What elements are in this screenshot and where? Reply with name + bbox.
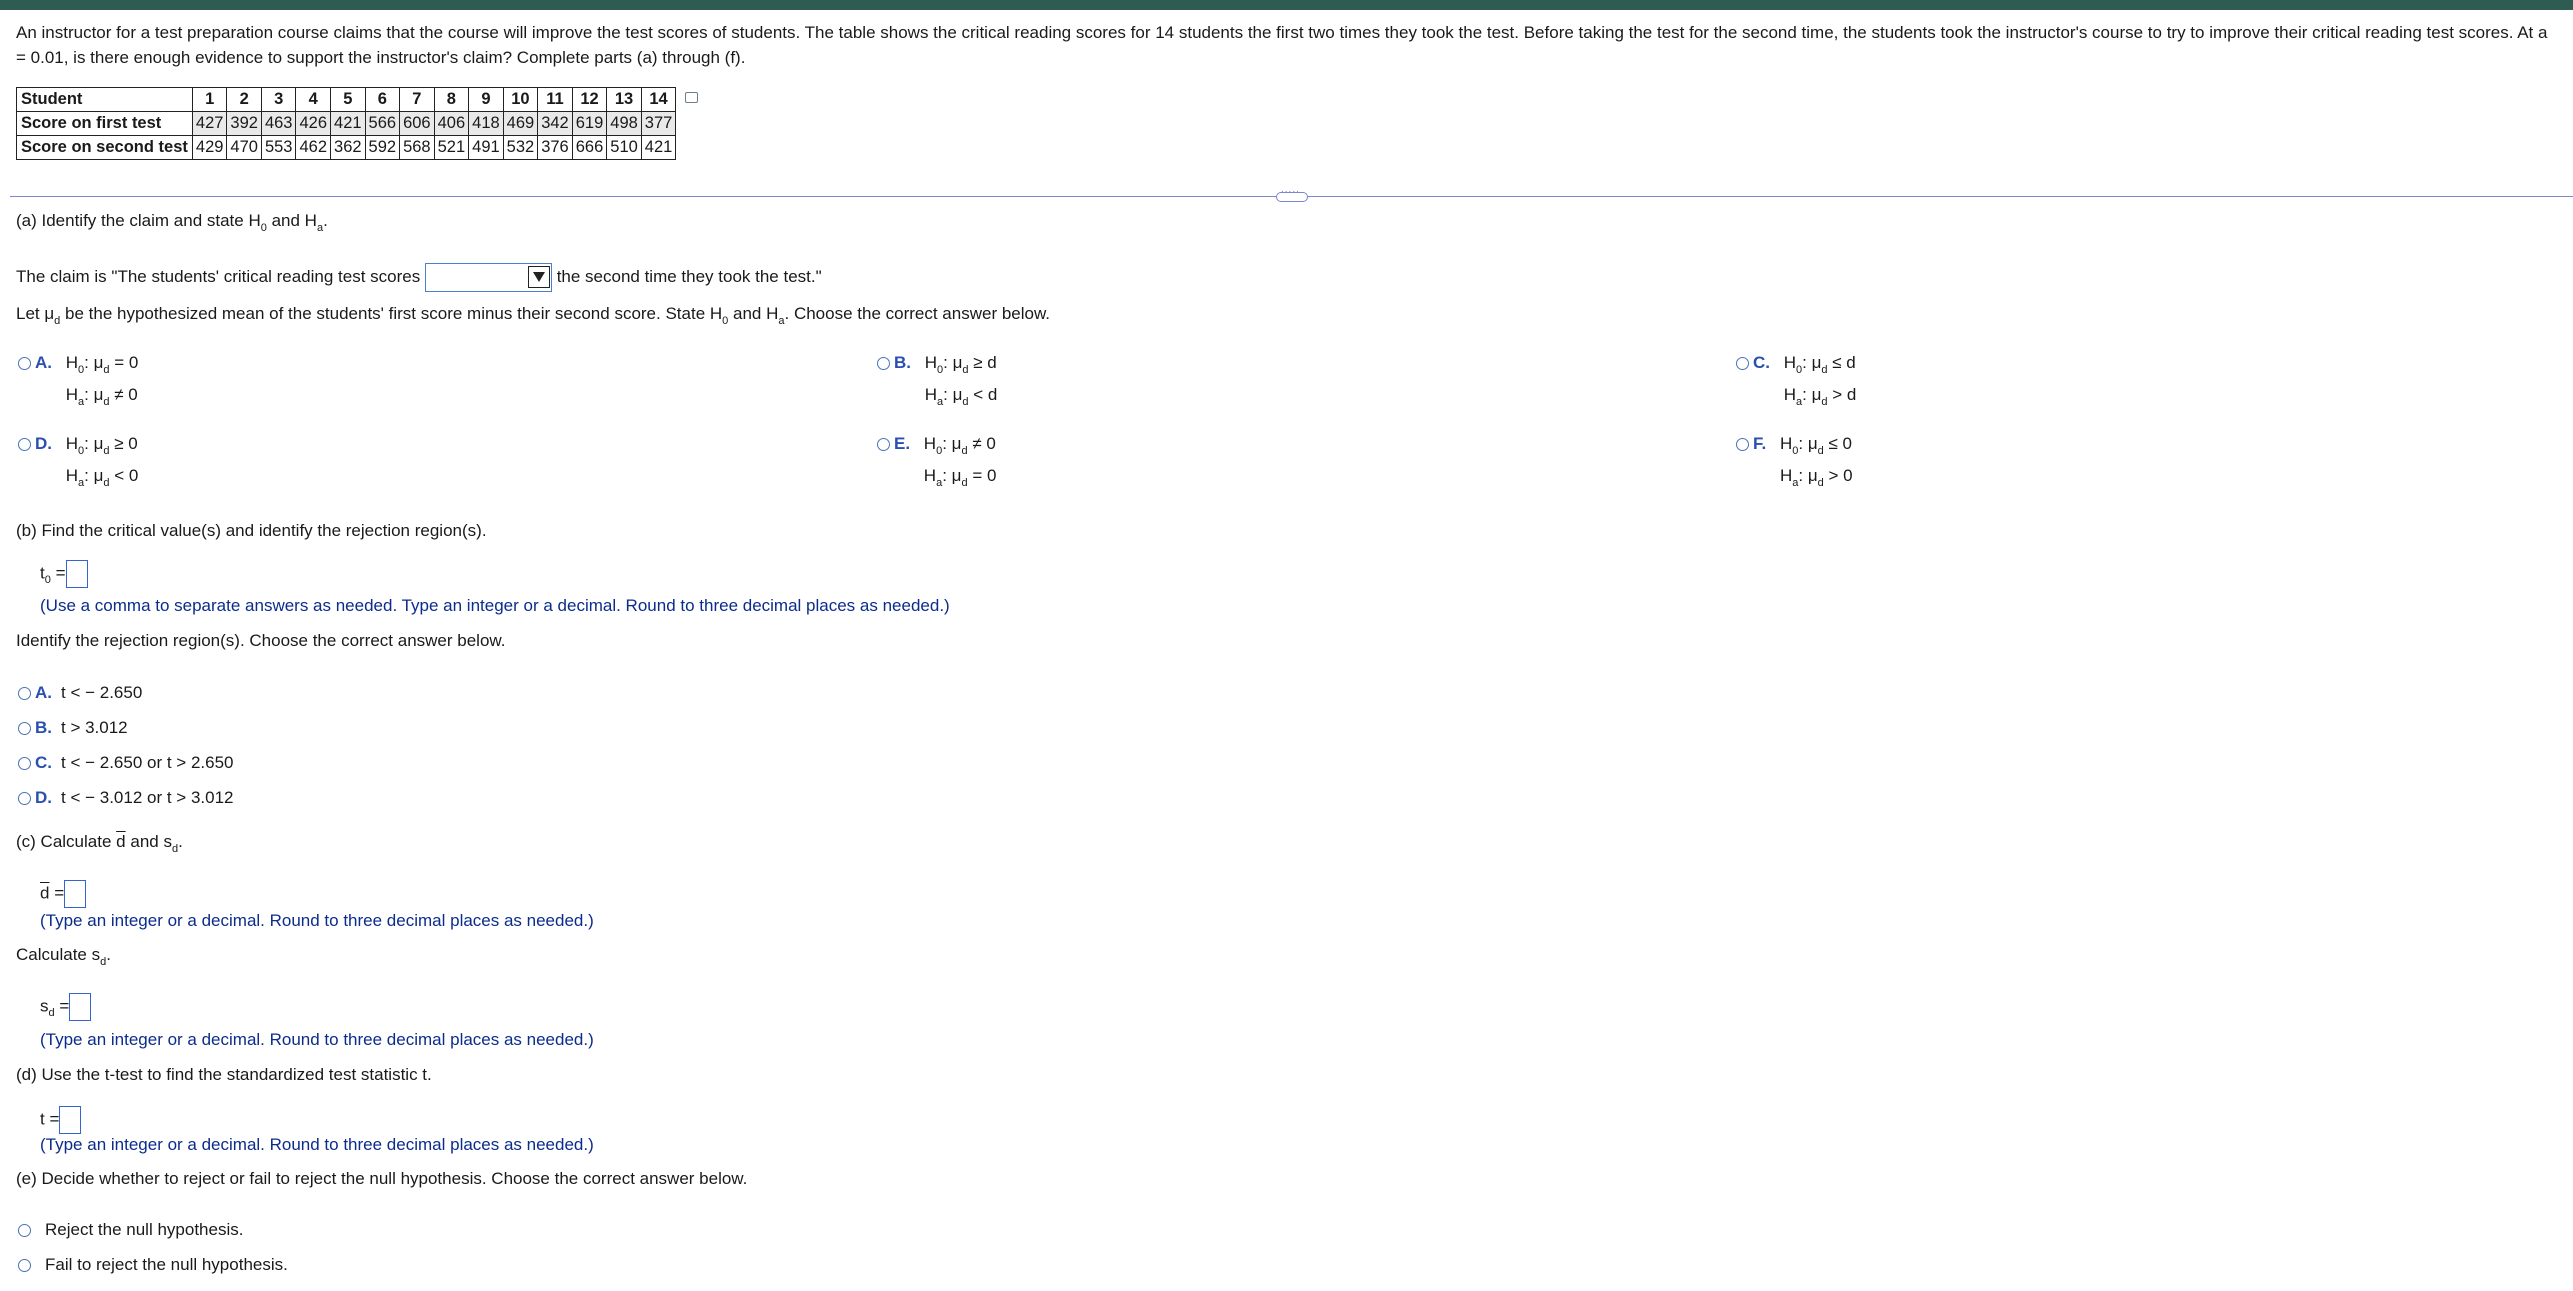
hypothesis-option-e[interactable]: E. $H_0$: $\mu_d \ne 0$ $H_a$: $\mu_d = 0$	[877, 429, 996, 493]
table-cell: 11	[538, 88, 573, 112]
t-hint: (Type an integer or a decimal. Round to three decimal places as needed.)	[40, 1135, 594, 1154]
top-bar	[0, 0, 2573, 10]
radio-icon[interactable]	[18, 757, 31, 770]
table-cell: 606	[400, 112, 435, 136]
radio-icon[interactable]	[1736, 438, 1749, 451]
dbar-hint: (Type an integer or a decimal. Round to three decimal places as needed.)	[40, 911, 594, 930]
table-cell: 5	[331, 88, 366, 112]
calc-sd-prompt: Calculate $s_d$.	[16, 945, 111, 968]
table-row	[17, 136, 676, 160]
part-b-heading: (b) Find the critical value(s) and identify the rejection region(s).	[16, 521, 487, 540]
table-cell: 666	[572, 136, 607, 160]
part-a-heading: (a) Identify the claim and state $H_0$ and $H_a$.	[16, 211, 328, 234]
radio-icon[interactable]	[877, 357, 890, 370]
table-cell: 421	[331, 112, 366, 136]
rejection-option-d[interactable]: D. t < − 3.012 or t > 3.012	[18, 783, 234, 813]
table-cell: 3	[261, 88, 296, 112]
radio-icon[interactable]	[1736, 357, 1749, 370]
table-cell: 532	[503, 136, 538, 160]
table-cell: 427	[192, 112, 227, 136]
dbar-answer-row: $\overline{d}$ =	[40, 880, 86, 908]
table-row	[17, 88, 676, 112]
table-cell: 8	[434, 88, 469, 112]
dbar-input[interactable]	[64, 880, 86, 908]
table-cell: 491	[469, 136, 504, 160]
table-cell: 10	[503, 88, 538, 112]
table-cell: 14	[641, 88, 676, 112]
radio-icon[interactable]	[18, 1224, 31, 1237]
chevron-down-icon[interactable]	[528, 266, 550, 288]
rejection-region-prompt: Identify the rejection region(s). Choose the correct answer below.	[16, 631, 506, 650]
row-label-first-test: Score on first test	[17, 112, 193, 136]
table-cell: 342	[538, 112, 573, 136]
sd-answer-row: $s_d$ =	[40, 993, 91, 1021]
t0-answer-row: $t_0$ =	[40, 560, 88, 588]
hypothesis-option-c[interactable]: C. $H_0$: $\mu_d \le d$ $H_a$: $\mu_d > d$	[1736, 348, 1856, 412]
table-cell: 12	[572, 88, 607, 112]
table-cell: 592	[365, 136, 400, 160]
table-cell: 568	[400, 136, 435, 160]
rejection-option-c[interactable]: C. t < − 2.650 or t > 2.650	[18, 748, 234, 778]
part-d-heading: (d) Use the t-test to find the standardized test statistic t.	[16, 1065, 432, 1084]
table-cell: 553	[261, 136, 296, 160]
copy-table-icon[interactable]	[685, 92, 698, 103]
table-cell: 4	[296, 88, 331, 112]
table-cell: 429	[192, 136, 227, 160]
table-cell: 470	[227, 136, 262, 160]
rejection-option-b[interactable]: B. t > 3.012	[18, 713, 128, 743]
table-cell: 1	[192, 88, 227, 112]
table-cell: 377	[641, 112, 676, 136]
table-cell: 469	[503, 112, 538, 136]
table-cell: 421	[641, 136, 676, 160]
table-cell: 13	[607, 88, 642, 112]
radio-icon[interactable]	[18, 438, 31, 451]
hypothesis-option-b[interactable]: B. $H_0$: $\mu_d \ge d$ $H_a$: $\mu_d < d$	[877, 348, 997, 412]
hypothesis-option-a[interactable]: A. $H_0$: $\mu_d = 0$ $H_a$: $\mu_d \ne 0$	[18, 348, 138, 412]
decision-option-reject[interactable]: Reject the null hypothesis.	[18, 1215, 243, 1245]
hypothesis-option-d[interactable]: D. $H_0$: $\mu_d \ge 0$ $H_a$: $\mu_d < 0$	[18, 429, 138, 493]
part-c-heading: (c) Calculate $\overline{d}$ and $s_d$.	[16, 832, 183, 855]
table-cell: 462	[296, 136, 331, 160]
table-cell: 619	[572, 112, 607, 136]
claim-dropdown[interactable]	[425, 263, 552, 292]
sd-input[interactable]	[69, 993, 91, 1021]
table-row	[17, 112, 676, 136]
radio-icon[interactable]	[18, 1259, 31, 1272]
decision-option-fail-to-reject[interactable]: Fail to reject the null hypothesis.	[18, 1250, 288, 1280]
radio-icon[interactable]	[877, 438, 890, 451]
table-cell: 392	[227, 112, 262, 136]
table-cell: 9	[469, 88, 504, 112]
table-cell: 376	[538, 136, 573, 160]
t-input[interactable]	[59, 1106, 81, 1134]
table-cell: 566	[365, 112, 400, 136]
table-cell: 7	[400, 88, 435, 112]
table-cell: 426	[296, 112, 331, 136]
row-label-second-test: Score on second test	[17, 136, 193, 160]
table-cell: 418	[469, 112, 504, 136]
t0-hint: (Use a comma to separate answers as needed. Type an integer or a decimal. Round to three decimal places as needed.)	[40, 596, 950, 615]
table-cell: 362	[331, 136, 366, 160]
hypothesis-option-f[interactable]: F. $H_0$: $\mu_d \le 0$ $H_a$: $\mu_d > 0$	[1736, 429, 1853, 493]
problem-statement: An instructor for a test preparation course claims that the course will improve the test scores of students. The table shows the critical reading scores for 14 students the first two times they took the test. Before taking the test for the second time, the students took the instructor's course to try to improve their critical reading test scores. At a = 0.01, is there enough evidence to support the instructor's claim? Complete parts (a) through (f).	[16, 23, 2548, 67]
table-cell: 510	[607, 136, 642, 160]
t-answer-row: t =	[40, 1106, 81, 1134]
table-cell: 463	[261, 112, 296, 136]
radio-icon[interactable]	[18, 792, 31, 805]
part-e-heading: (e) Decide whether to reject or fail to reject the null hypothesis. Choose the correct answer below.	[16, 1169, 748, 1188]
table-cell: 406	[434, 112, 469, 136]
scores-table	[16, 87, 676, 160]
sd-hint: (Type an integer or a decimal. Round to three decimal places as needed.)	[40, 1030, 594, 1049]
rejection-option-a[interactable]: A. t < − 2.650	[18, 678, 142, 708]
radio-icon[interactable]	[18, 722, 31, 735]
table-cell: 498	[607, 112, 642, 136]
table-header-student: Student	[17, 88, 193, 112]
table-cell: 6	[365, 88, 400, 112]
radio-icon[interactable]	[18, 687, 31, 700]
table-cell: 2	[227, 88, 262, 112]
claim-sentence: The claim is "The students' critical reading test scores the second time they took the test."	[16, 263, 822, 292]
let-mu-sentence: Let $\mu_d$ be the hypothesized mean of the students' first score minus their second score. State $H_0$ and $H_a$. Choose the correct answer below.	[16, 304, 1051, 327]
radio-icon[interactable]	[18, 357, 31, 370]
t0-input[interactable]	[66, 560, 88, 588]
expand-handle[interactable]	[1276, 192, 1308, 202]
table-cell: 521	[434, 136, 469, 160]
